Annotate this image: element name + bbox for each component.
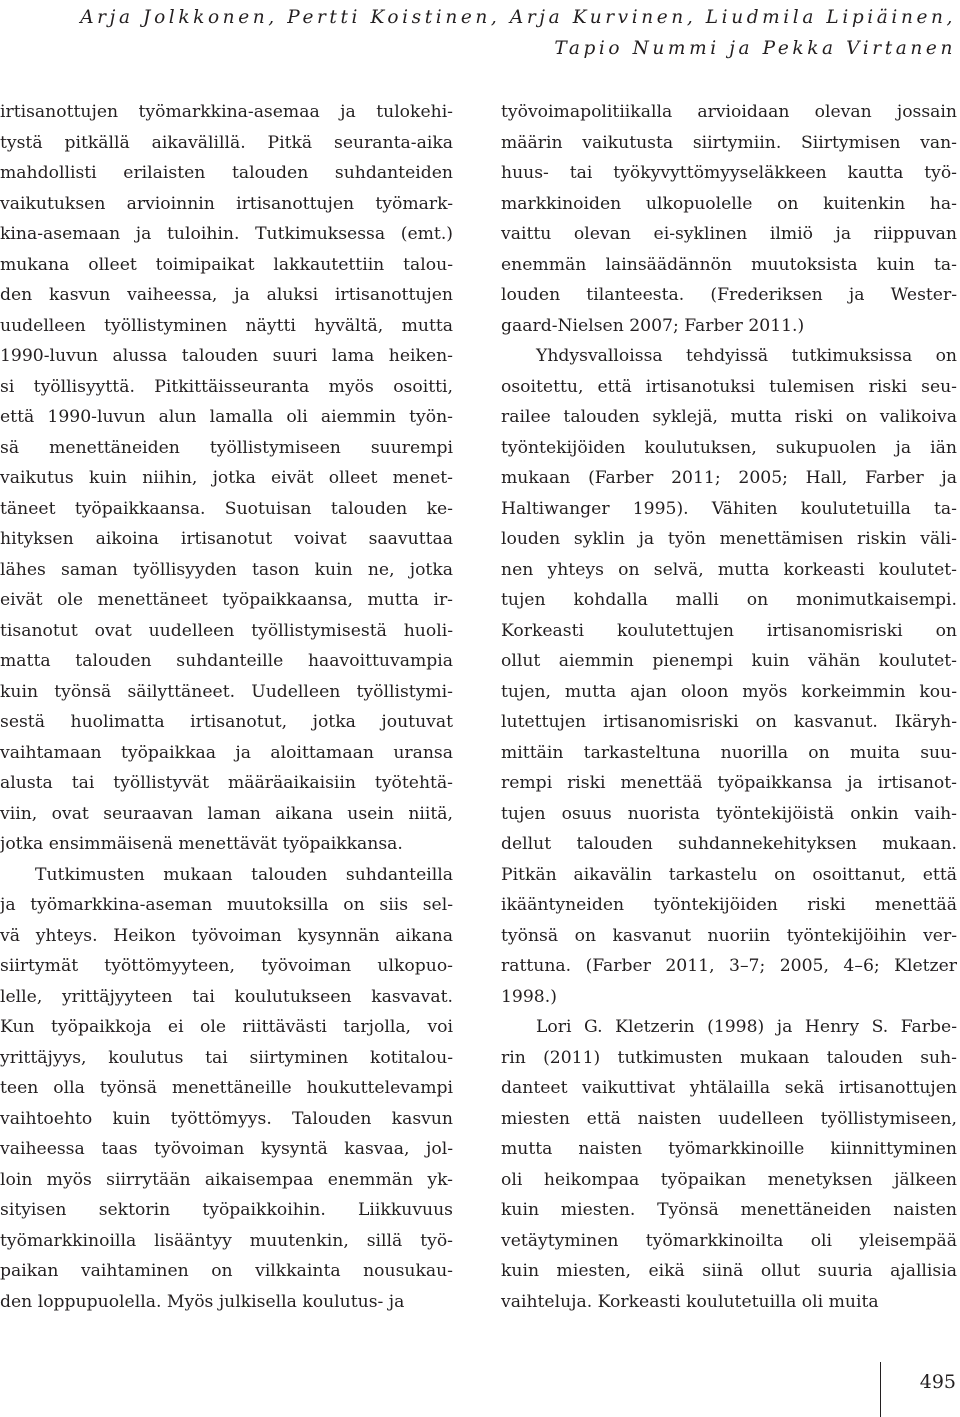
text-line: ollut aiemmin pienempi kuin vähän koulutet- <box>501 651 957 671</box>
text-line: irtisanottujen työmarkkina-asemaa ja tulokehi- <box>0 102 453 122</box>
text-line: vaittu olevan ei-syklinen ilmiö ja riippuvan <box>501 224 957 244</box>
right-text-column <box>501 97 957 1317</box>
text-line: eivät ole menettäneet työpaikkaansa, mutta ir- <box>0 590 453 610</box>
page-number: 495 <box>919 1371 956 1393</box>
text-line: oli heikompaa työpaikan menetyksen jälkeen <box>501 1169 957 1190</box>
text-line: paikan vaihtaminen on vilkkainta nousukau- <box>0 1261 453 1281</box>
text-line: sä menettäneiden työllistymiseen suurempi <box>0 437 453 458</box>
text-line: railee talouden syklejä, mutta riski on valikoiva <box>501 407 957 427</box>
text-line: mutta naisten työmarkkinoille kiinnittyminen <box>501 1139 957 1159</box>
text-line: alusta tai työllistyvät määräaikaisiin työtehtä- <box>0 773 453 793</box>
text-line: uudelleen työllistyminen näytti hyvältä, mutta <box>0 315 453 336</box>
text-line: lähes saman työllisyyden tason kuin ne, jotka <box>0 559 453 580</box>
text-line: rattuna. (Farber 2011, 3–7; 2005, 4–6; Kletzer <box>501 956 957 976</box>
text-line: kuin työnsä säilyttäneet. Uudelleen työllistymi- <box>0 681 453 702</box>
text-line: louden syklin ja työn menettämisen riskin väli- <box>501 529 957 549</box>
text-line: työnsä on kasvanut nuoriin työntekijöihin ver- <box>501 925 957 946</box>
text-line: matta talouden suhdanteille haavoittuvampia <box>0 651 453 671</box>
text-line: Yhdysvalloissa tehdyissä tutkimuksissa on <box>536 346 957 366</box>
text-line: kina-asemaan ja tuloihin. Tutkimuksessa (emt.) <box>0 224 453 244</box>
text-line: lelle, yrittäjyyteen tai koulutukseen kasvavat. <box>0 986 453 1007</box>
text-line: dellut talouden suhdannekehityksen mukaan. <box>501 834 957 854</box>
text-line: si työllisyyttä. Pitkittäisseuranta myös osoitti, <box>0 376 453 397</box>
text-line: täneet työpaikkaansa. Suotuisan talouden ke- <box>0 498 453 519</box>
text-line: vaihteluja. Korkeasti koulutetuilla oli muita <box>501 1291 879 1312</box>
text-line: Korkeasti koulutettujen irtisanomisriski on <box>501 620 957 641</box>
text-line: miesten että naisten uudelleen työllistymiseen, <box>501 1108 957 1129</box>
text-line: mukana olleet toimipaikat lakkautettiin talou- <box>0 254 453 275</box>
text-line: vaikutuksen arvioinnin irtisanottujen työmark- <box>0 193 453 214</box>
text-line: viin, ovat seuraavan laman aikana usein niitä, <box>0 803 453 824</box>
left-text-column <box>0 97 453 1317</box>
text-line: yrittäjyys, koulutus tai siirtyminen kotitalou- <box>0 1047 453 1068</box>
text-line: vetäytyminen työmarkkinoilta oli yleisempää <box>501 1230 957 1251</box>
text-line: den loppupuolella. Myös julkisella koulutus- ja <box>0 1291 405 1312</box>
text-line: 1990-luvun alussa talouden suuri lama heiken- <box>0 346 453 366</box>
text-line: työmarkkinoilla lisääntyy muutenkin, sillä työ- <box>0 1230 453 1251</box>
text-line: sestä huolimatta irtisanotut, jotka joutuvat <box>0 712 453 732</box>
text-line: vä yhteys. Heikon työvoiman kysynnän aikana <box>0 925 453 946</box>
text-line: louden tilanteesta. (Frederiksen ja Wester- <box>501 285 957 305</box>
text-line: sityisen sektorin työpaikkoihin. Liikkuvuus <box>0 1200 453 1220</box>
text-line: vaihtoehto kuin työttömyys. Talouden kasvun <box>0 1108 453 1129</box>
text-line: työntekijöiden koulutuksen, sukupuolen ja iän <box>501 437 957 458</box>
text-line: että 1990-luvun alun lamalla oli aiemmin työn- <box>0 407 453 427</box>
text-line: huus- tai työkyvyttömyyseläkkeen kautta työ- <box>501 163 957 183</box>
text-line: Pitkän aikavälin tarkastelu on osoittanut, että <box>501 864 957 885</box>
text-line: Kun työpaikkoja ei ole riittävästi tarjolla, voi <box>0 1017 453 1037</box>
text-line: mittäin tarkasteltuna nuorilla on muita suu- <box>501 742 957 763</box>
text-line: tystä pitkällä aikavälillä. Pitkä seuranta-aika <box>0 132 453 153</box>
text-line: Lori G. Kletzerin (1998) ja Henry S. Farbe- <box>536 1017 957 1037</box>
text-line: tujen, mutta ajan oloon myös korkeimmin kou- <box>501 681 957 702</box>
running-header <box>56 2 956 64</box>
text-line: tisanotut ovat uudelleen työllistymisestä huoli- <box>0 620 453 641</box>
text-line: määrin vaikutusta siirtymiin. Siirtymisen van- <box>501 132 957 153</box>
text-line: kuin miesten, eikä siinä ollut suuria ajallisia <box>501 1261 957 1281</box>
text-line: markkinoiden ulkopuolelle on kuitenkin ha- <box>501 193 957 214</box>
running-header-line-1: Arja Jolkkonen, Pertti Koistinen, Arja Kurvinen, Liudmila Lipiäinen, <box>80 7 956 28</box>
text-line: mukaan (Farber 2011; 2005; Hall, Farber ja <box>501 468 957 488</box>
text-line: rin (2011) tutkimusten mukaan talouden suh- <box>501 1047 957 1068</box>
running-header-line-2: Tapio Nummi ja Pekka Virtanen <box>554 38 956 59</box>
text-line: Tutkimusten mukaan talouden suhdanteilla <box>35 864 453 885</box>
text-line: danteet vaikuttivat yhtälailla sekä irtisanottujen <box>501 1078 957 1098</box>
text-line: teen olla työnsä menettäneille houkuttelevampi <box>0 1078 453 1098</box>
text-line: loin myös siirrytään aikaisempaa enemmän yk- <box>0 1169 453 1190</box>
text-line: vaiheessa taas työvoiman kysyntä kasvaa, jol- <box>0 1139 453 1159</box>
text-line: tujen osuus nuorista työntekijöistä onkin vaih- <box>501 803 957 824</box>
text-line: enemmän lainsäädännön muutoksista kuin ta- <box>501 254 957 275</box>
text-line: lutettujen irtisanomisriski on kasvanut. Ikäryh- <box>501 712 957 732</box>
page-number-rule <box>880 1362 881 1417</box>
text-line: vaikutus kuin niihin, jotka eivät olleet menet- <box>0 468 453 488</box>
text-line: työvoimapolitiikalla arvioidaan olevan jossain <box>501 102 957 122</box>
text-line: siirtymät työttömyyteen, työvoiman ulkopuo- <box>0 956 453 976</box>
text-line: tujen kohdalla malli on monimutkaisempi. <box>501 590 957 610</box>
text-line: nen yhteys on selvä, mutta korkeasti koulutet- <box>501 559 957 580</box>
text-line: hityksen aikoina irtisanotut voivat saavuttaa <box>0 529 453 549</box>
text-line: gaard-Nielsen 2007; Farber 2011.) <box>501 315 805 336</box>
text-line: rempi riski menettää työpaikkansa ja irtisanot- <box>501 773 957 793</box>
text-line: ikääntyneiden työntekijöiden riski menettää <box>501 895 957 915</box>
text-line: den kasvun vaiheessa, ja aluksi irtisanottujen <box>0 285 453 305</box>
text-line: jotka ensimmäisenä menettävät työpaikkansa. <box>0 834 403 854</box>
text-line: Haltiwanger 1995). Vähiten koulutetuilla ta- <box>501 498 957 519</box>
text-line: 1998.) <box>501 986 557 1007</box>
text-line: osoitettu, että irtisanotuksi tulemisen riski seu- <box>501 376 957 397</box>
text-line: mahdollisti erilaisten talouden suhdanteiden <box>0 163 453 183</box>
text-line: ja työmarkkina-aseman muutoksilla on siis sel- <box>0 895 453 915</box>
text-line: kuin miesten. Työnsä menettäneiden naisten <box>501 1200 957 1220</box>
text-line: vaihtamaan työpaikkaa ja aloittamaan uransa <box>0 742 453 763</box>
